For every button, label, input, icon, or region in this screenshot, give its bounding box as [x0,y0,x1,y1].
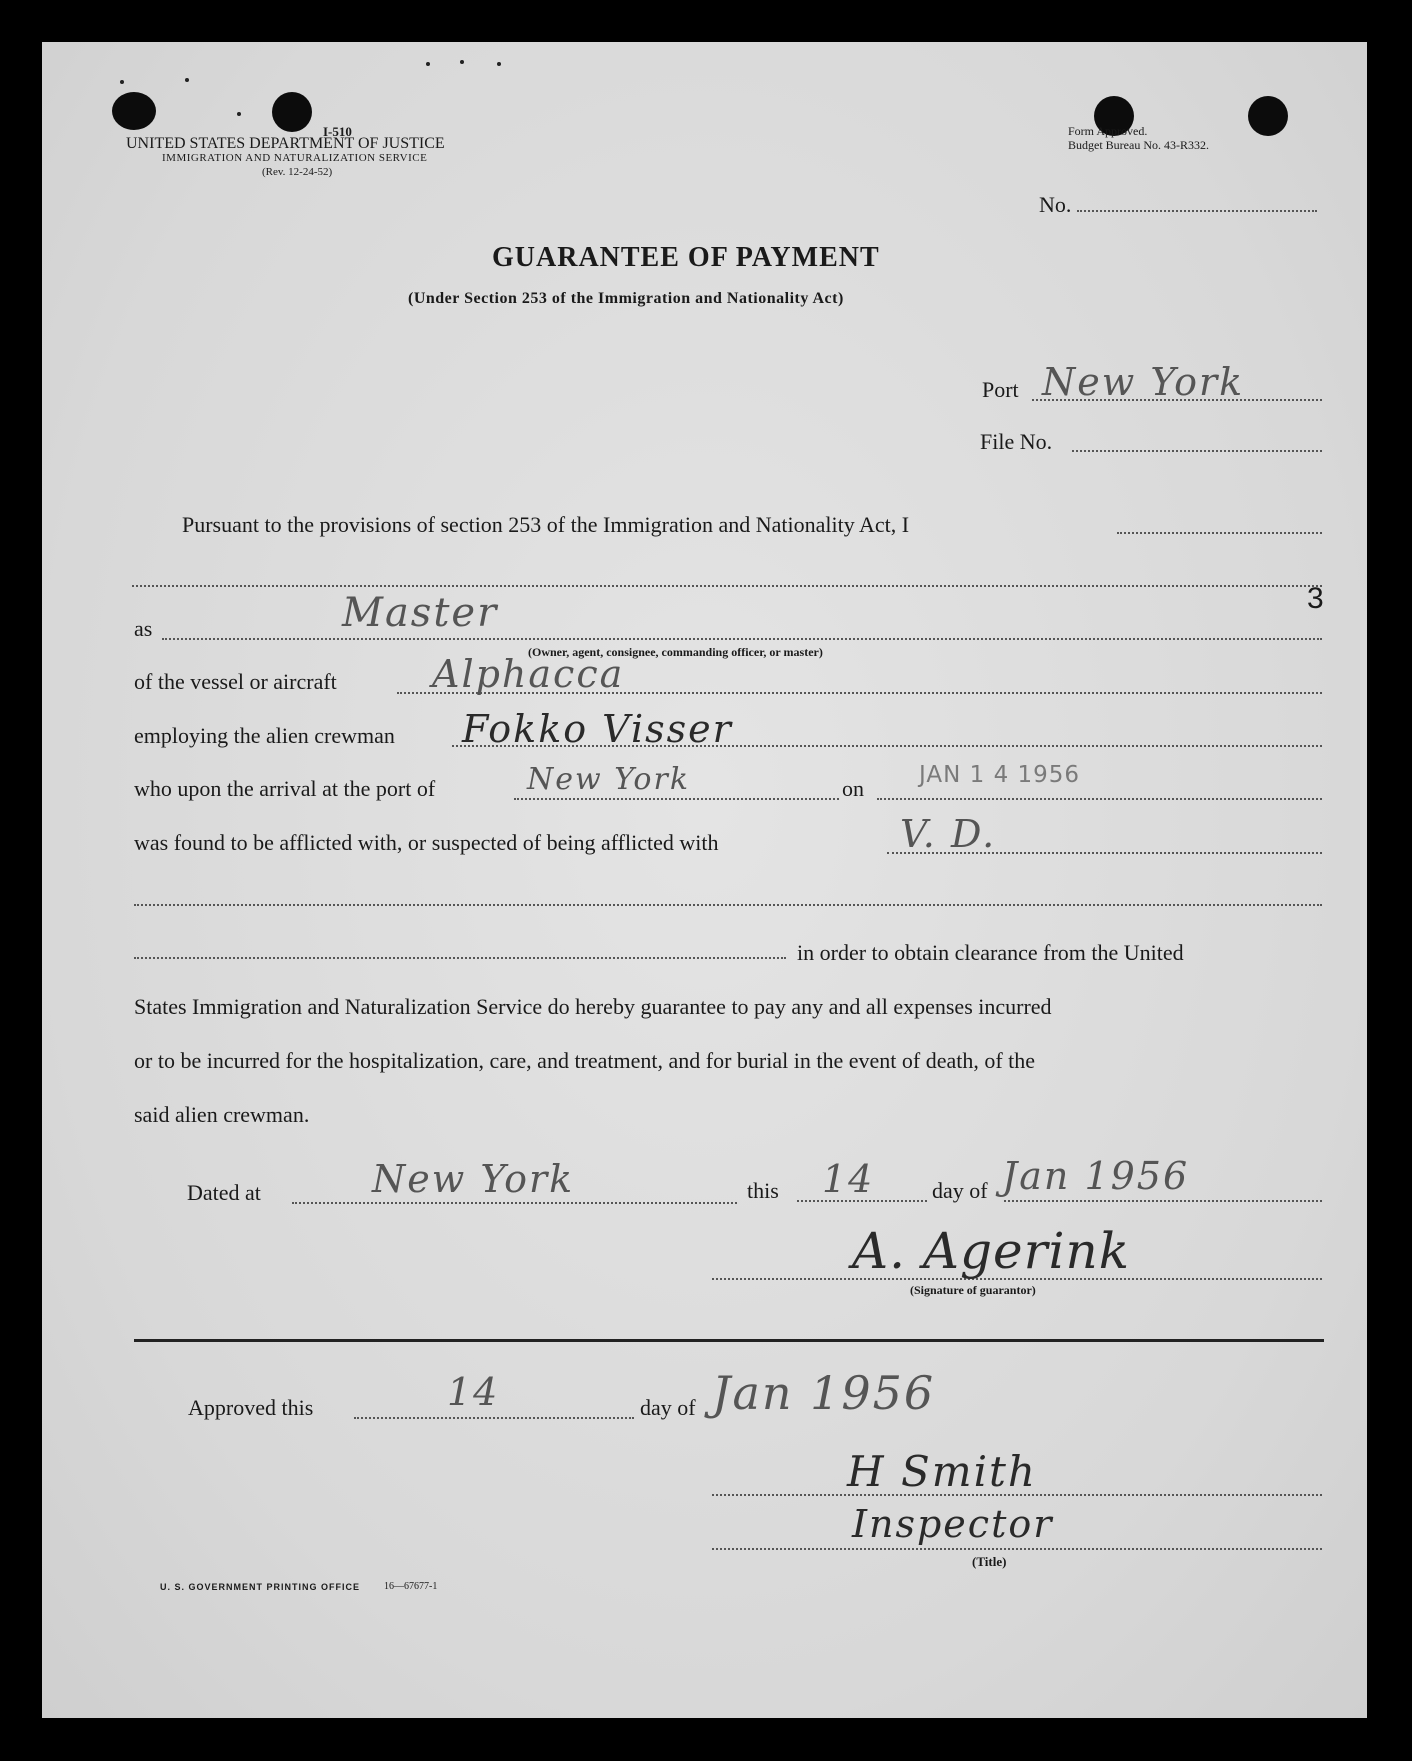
margin-number: 3 [1307,582,1324,615]
punch-hole-left [112,92,156,130]
print-code: 16—67677-1 [384,1581,438,1592]
dated-at-label: Dated at [187,1180,261,1205]
afflicted-value: V. D. [900,812,997,856]
dated-month-value: Jan 1956 [1002,1154,1190,1198]
printer-credit: U. S. GOVERNMENT PRINTING OFFICE [160,1582,361,1592]
approved-day-of-label: day of [640,1395,696,1420]
file-no-label: File No. [980,429,1053,454]
no-label: No. [1039,192,1072,217]
arrival-port-field[interactable] [514,798,839,800]
as-field-line[interactable] [162,638,1322,640]
crewman-value: Fokko Visser [462,707,733,751]
title-caption: (Title) [972,1554,1007,1569]
form-subtitle: (Under Section 253 of the Immigration and Nationality Act) [408,290,844,307]
section-divider [134,1339,1324,1342]
approval-line-2: Budget Bureau No. 43-R332. [1068,138,1209,152]
vessel-label: of the vessel or aircraft [134,669,337,694]
affliction-field-line-2[interactable] [134,904,1322,906]
approval-line-1: Form Approved. [1068,124,1148,138]
dated-at-field[interactable] [292,1202,737,1204]
port-label: Port [982,377,1019,402]
ink-speck [497,62,501,66]
this-label: this [747,1178,779,1203]
paragraph-line-3: or to be incurred for the hospitalization, care, and treatment, and for burial in the event of death, of the [134,1048,1036,1073]
guarantor-signature: A. Agerink [852,1222,1130,1280]
ink-speck [120,80,124,84]
approved-day-value: 14 [447,1370,500,1414]
approver-signature: H Smith [847,1447,1037,1496]
form-title: GUARANTEE OF PAYMENT [492,242,880,273]
approver-title-value: Inspector [852,1502,1054,1546]
port-value: New York [1042,360,1245,404]
ink-speck [426,62,430,66]
as-label: as [134,616,153,641]
vessel-value: Alphacca [432,652,625,696]
approved-month-value: Jan 1956 [712,1366,936,1420]
on-label: on [842,776,864,801]
punch-hole-right [1248,96,1288,136]
guarantor-name-field-b[interactable] [132,585,1322,587]
crewman-label: employing the alien crewman [134,723,395,748]
dated-at-value: New York [372,1157,575,1201]
arrival-label: who upon the arrival at the port of [134,776,436,801]
as-caption: (Owner, agent, consignee, commanding officer, or master) [528,645,823,659]
form-page [42,42,1367,1718]
afflicted-label: was found to be afflicted with, or suspected of being afflicted with [134,830,719,855]
service-name: IMMIGRATION AND NATURALIZATION SERVICE [162,152,428,164]
arrival-date-field[interactable] [877,798,1322,800]
arrival-value: New York [527,762,690,797]
ink-speck [460,60,464,64]
paragraph-line-2: States Immigration and Naturalization Service do hereby guarantee to pay any and all expenses incurred [134,994,1052,1019]
dated-month-field[interactable] [1004,1200,1322,1202]
punch-hole-center-left [272,92,312,132]
no-field[interactable] [1077,210,1317,212]
ink-speck [237,112,241,116]
dated-day-value: 14 [822,1157,875,1201]
signature-caption: (Signature of guarantor) [910,1283,1036,1297]
date-stamp: JAN 1 4 1956 [919,762,1081,788]
as-value: Master [342,590,499,636]
agency-name: UNITED STATES DEPARTMENT OF JUSTICE [126,135,445,152]
file-no-field[interactable] [1072,450,1322,452]
form-number: I-510 [323,124,352,139]
guarantor-name-field-a[interactable] [1117,532,1322,534]
paragraph-line-4: said alien crewman. [134,1102,310,1127]
affliction-field-line-3[interactable] [134,957,786,959]
pursuant-text: Pursuant to the provisions of section 253 of the Immigration and Nationality Act, I [182,512,910,537]
approved-day-field[interactable] [354,1417,634,1419]
ink-speck [185,78,189,82]
clearance-text: in order to obtain clearance from the United [797,940,1184,965]
approver-title-field[interactable] [712,1548,1322,1550]
approved-label: Approved this [188,1395,314,1420]
revision-date: (Rev. 12-24-52) [262,166,333,178]
dated-day-of-label: day of [932,1178,988,1203]
